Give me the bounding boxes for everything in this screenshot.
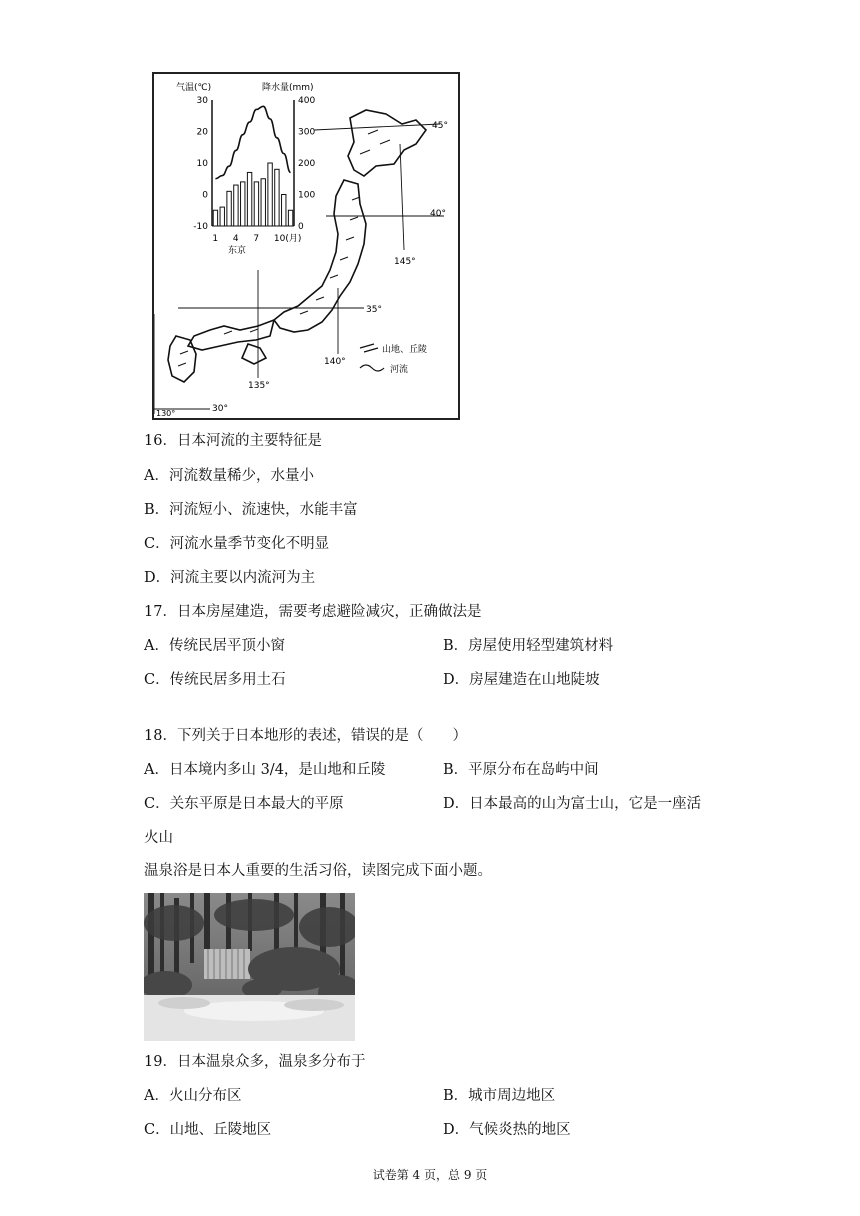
precip-tick-label: 100	[298, 190, 316, 201]
month-tick-labels	[212, 233, 301, 244]
temp-tick-label: 30	[196, 96, 208, 106]
q18-option-c: C．关东平原是日本最大的平原	[144, 796, 344, 812]
q19-option-b: B．城市周边地区	[443, 1088, 556, 1104]
precip-bar	[288, 210, 292, 226]
precip-bar	[254, 182, 258, 226]
q18-stem: 18．下列关于日本地形的表述，错误的是（ ）	[144, 728, 467, 744]
temp-tick-labels	[193, 96, 208, 232]
q19-stem: 19．日本温泉众多，温泉多分布于	[144, 1054, 366, 1070]
q17-option-d: D．房屋建造在山地陡坡	[443, 672, 600, 688]
month-tick-label: 4	[232, 234, 239, 244]
precip-bar	[220, 207, 224, 226]
lat-45-label: 45°	[432, 121, 448, 131]
precip-bar	[282, 195, 286, 227]
q18-option-a: A．日本境内多山 3/4，是山地和丘陵	[144, 762, 386, 778]
lon-135-label: 135°	[248, 381, 270, 391]
legend-river-label: 河流	[390, 365, 409, 375]
lat-40-label: 40°	[430, 209, 446, 219]
q19-option-c: C．山地、丘陵地区	[144, 1122, 272, 1138]
lat-35-label: 35°	[366, 305, 382, 315]
precip-bar	[261, 179, 265, 226]
q17-option-c: C．传统民居多用土石	[144, 672, 286, 688]
map-legend	[360, 343, 427, 375]
precip-bar	[241, 182, 245, 226]
lat-30-label: 30°	[212, 404, 228, 414]
q19-option-a: A．火山分布区	[144, 1088, 242, 1104]
precip-bar	[247, 172, 251, 226]
station-name: 东京	[228, 246, 247, 256]
q17-option-a: A．传统民居平顶小窗	[144, 638, 285, 654]
q16-option-a: A．河流数量稀少，水量小	[144, 468, 314, 484]
precip-bar	[275, 169, 279, 226]
q16-option-c: C．河流水量季节变化不明显	[144, 536, 330, 552]
precip-bar	[227, 191, 231, 226]
q16-stem: 16．日本河流的主要特征是	[144, 433, 322, 449]
month-tick-label: 10(月)	[273, 234, 302, 244]
q17-option-b: B．房屋使用轻型建筑材料	[443, 638, 614, 654]
q16-option-d: D．河流主要以内流河为主	[144, 570, 316, 586]
precip-tick-labels	[298, 96, 315, 232]
temp-tick-label: 0	[202, 190, 208, 201]
temp-tick-label: 10	[196, 159, 208, 169]
precip-tick-label: 200	[298, 159, 316, 169]
temperature-curve	[215, 106, 290, 178]
precip-tick-label: 400	[298, 96, 316, 106]
q18-option-b: B．平原分布在岛屿中间	[443, 762, 599, 778]
precip-bar	[213, 210, 217, 226]
page-footer: 试卷第 4 页，总 9 页	[372, 1168, 488, 1182]
lon-140-label: 140°	[324, 357, 346, 367]
lon-145-label: 145°	[394, 257, 416, 267]
q19-option-d: D．气候炎热的地区	[443, 1122, 571, 1138]
river-legend-symbol	[360, 365, 384, 371]
temp-tick-label: 20	[196, 127, 208, 138]
temp-tick-label: -10	[193, 222, 208, 232]
q17-stem: 17．日本房屋建造，需要考虑避险减灾，正确做法是	[144, 604, 482, 620]
japan-map-figure	[152, 72, 460, 420]
japan-islands	[168, 110, 426, 382]
q18-option-d: D．日本最高的山为富士山，它是一座活	[443, 796, 702, 812]
legend-mountain-label: 山地、丘陵	[382, 345, 428, 355]
precip-bar	[268, 163, 272, 226]
q16-option-b: B．河流短小、流速快，水能丰富	[144, 502, 358, 518]
q18-option-d-continued: 火山	[144, 830, 173, 846]
precip-tick-label: 300	[298, 127, 316, 138]
month-tick-label: 1	[212, 234, 219, 244]
precip-bar	[234, 185, 238, 226]
mountain-legend-symbol	[360, 344, 378, 352]
q19-intro: 温泉浴是日本人重要的生活习俗，读图完成下面小题。	[144, 863, 492, 879]
precip-axis-label: 降水量(mm)	[262, 83, 314, 93]
temp-axis-label: 气温(℃)	[176, 83, 212, 93]
month-tick-label: 7	[253, 234, 260, 244]
precip-tick-label: 0	[298, 222, 304, 232]
hot-spring-photo	[144, 893, 355, 1041]
lon-130-label: 130°	[156, 409, 176, 418]
